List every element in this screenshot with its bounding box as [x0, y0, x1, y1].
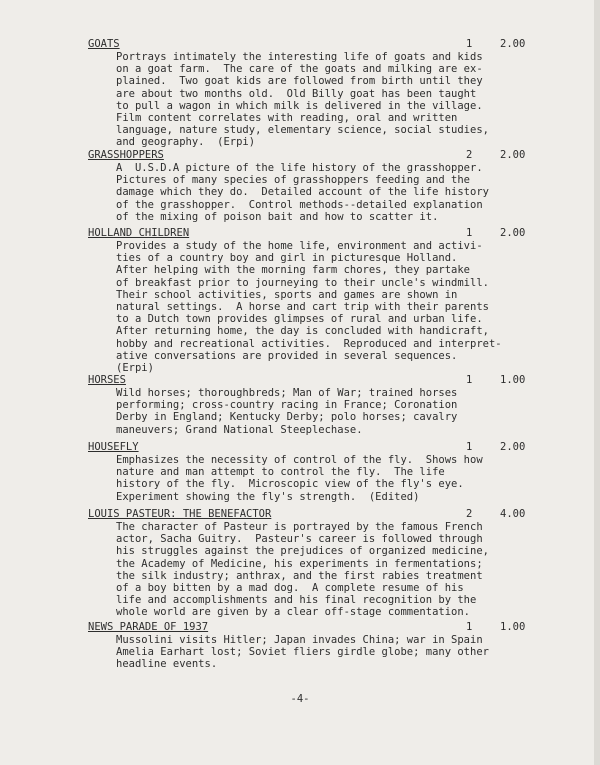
entry-price: 2.00: [500, 38, 526, 50]
entry-description: [116, 387, 457, 436]
entry-title: HORSES: [88, 374, 126, 386]
entry-reels: 2: [466, 508, 473, 520]
entry-description: [116, 162, 489, 223]
description-line: headline events.: [116, 658, 218, 671]
description-line: Their school activities, sports and games are shown in: [116, 288, 458, 301]
description-line: Wild horses; thoroughbreds; Man of War; trained horses: [116, 387, 458, 399]
description-line: to pull a wagon in which milk is delivered in the village.: [116, 99, 483, 112]
description-line: ties of a country boy and girl in picturesque Holland.: [116, 252, 458, 265]
description-line: of a boy bitten by a mad dog. A complete resume of his: [116, 582, 464, 595]
description-line: Amelia Earhart lost; Soviet fliers girdle globe; many other: [116, 646, 489, 659]
description-line: on a goat farm. The care of the goats and milking are ex-: [116, 63, 483, 76]
description-line: Film content correlates with reading, oral and written: [116, 112, 458, 125]
entry-price: 1.00: [500, 374, 526, 386]
entry-description: [116, 454, 483, 503]
entry-reels: 2: [466, 149, 473, 161]
description-line: whole world are given by a clear off-stage commentation.: [116, 606, 471, 619]
entry-price: 4.00: [500, 508, 526, 520]
entry-description: [116, 240, 502, 374]
description-line: the silk industry; anthrax, and the first rabies treatment: [116, 569, 483, 582]
description-line: to a Dutch town provides glimpses of rural and urban life.: [116, 313, 483, 326]
description-line: life and accomplishments and his final recognition by the: [116, 594, 477, 607]
description-line: (Erpi): [116, 362, 154, 375]
entry-price: 2.00: [500, 149, 526, 161]
entry-price: 2.00: [500, 441, 526, 453]
page-number: -4-: [290, 693, 310, 705]
description-line: his struggles against the prejudices of organized medicine,: [116, 545, 489, 558]
description-line: of the grasshopper. Control methods--detailed explanation: [116, 198, 483, 211]
description-line: performing; cross-country racing in France; Coronation: [116, 399, 458, 412]
entry-description: [116, 51, 489, 149]
description-line: of breakfast prior to journeying to their uncle's windmill.: [116, 276, 489, 289]
description-line: ative conversations are provided in several sequences.: [116, 349, 458, 362]
description-line: natural settings. A horse and cart trip with their parents: [116, 301, 489, 314]
entry-title: LOUIS PASTEUR: THE BENEFACTOR: [88, 508, 272, 520]
description-line: The character of Pasteur is portrayed by the famous French: [116, 521, 483, 533]
entry-description: [116, 521, 489, 619]
description-line: plained. Two goat kids are followed from birth until they: [116, 75, 483, 88]
description-line: A U.S.D.A picture of the life history of the grasshopper.: [116, 162, 483, 174]
entry-title: GOATS: [88, 38, 120, 50]
entry-price: 1.00: [500, 621, 526, 633]
description-line: Portrays intimately the interesting life of goats and kids: [116, 51, 483, 63]
description-line: Derby in England; Kentucky Derby; polo horses; cavalry: [116, 411, 458, 424]
description-line: of the mixing of poison bait and how to scatter it.: [116, 210, 439, 223]
description-line: actor, Sacha Guitry. Pasteur's career is followed through: [116, 533, 483, 546]
description-line: language, nature study, elementary science, social studies,: [116, 124, 489, 137]
entry-reels: 1: [466, 374, 473, 386]
entry-title: GRASSHOPPERS: [88, 149, 164, 161]
description-line: Experiment showing the fly's strength. (Edited): [116, 490, 420, 503]
entry-reels: 1: [466, 227, 473, 239]
description-line: are about two months old. Old Billy goat has been taught: [116, 87, 477, 100]
entry-reels: 1: [466, 621, 473, 633]
entry-title: HOLLAND CHILDREN: [88, 227, 190, 239]
description-line: nature and man attempt to control the fly. The life: [116, 466, 445, 479]
entry-reels: 1: [466, 38, 473, 50]
description-line: the Academy of Medicine, his experiments in fermentations;: [116, 557, 483, 570]
description-line: damage which they do. Detailed account of the life history: [116, 186, 489, 199]
description-line: Emphasizes the necessity of control of the fly. Shows how: [116, 454, 483, 466]
entry-title: HOUSEFLY: [88, 441, 139, 453]
description-line: After helping with the morning farm chores, they partake: [116, 264, 471, 277]
description-line: After returning home, the day is concluded with handicraft,: [116, 325, 489, 338]
entry-reels: 1: [466, 441, 473, 453]
description-line: history of the fly. Microscopic view of the fly's eye.: [116, 478, 464, 491]
description-line: and geography. (Erpi): [116, 136, 256, 149]
entry-price: 2.00: [500, 227, 526, 239]
entry-description: [116, 634, 489, 671]
description-line: Mussolini visits Hitler; Japan invades China; war in Spain: [116, 634, 483, 646]
description-line: hobby and recreational activities. Reproduced and interpret-: [116, 337, 502, 350]
description-line: Pictures of many species of grasshoppers feeding and the: [116, 174, 471, 187]
description-line: Provides a study of the home life, environment and activi-: [116, 240, 483, 252]
description-line: maneuvers; Grand National Steeplechase.: [116, 423, 363, 436]
entry-title: NEWS PARADE OF 1937: [88, 621, 209, 633]
